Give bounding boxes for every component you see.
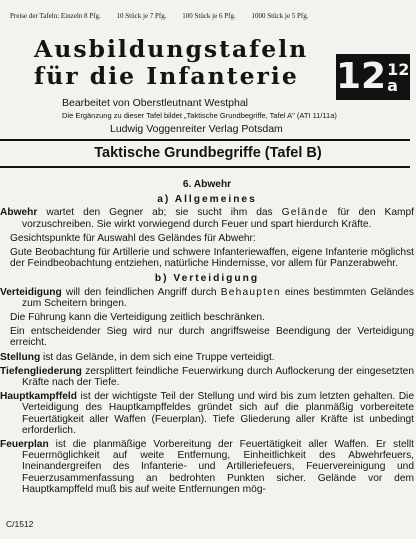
price-line — [10, 12, 414, 20]
price-single: Preise der Tafeln: Einzeln 8 Pfg. — [10, 12, 101, 20]
term-verteidigung: Verteidigung — [0, 286, 62, 298]
abwehr-spaced: Gelände — [281, 207, 329, 219]
subsection-a-title: a) Allgemeines — [157, 194, 257, 206]
vert-text-2: eines bestimmten Geländes zum Scheitern bringen. — [22, 286, 414, 309]
term-stellung: Stellung — [0, 351, 41, 363]
editor-line: Bearbeitet von Oberstleutnant Westphal — [62, 97, 249, 109]
stellung-paragraph — [0, 352, 414, 363]
bottom-rule — [0, 166, 410, 168]
price-100: 100 Stück je 6 Pfg. — [182, 12, 236, 20]
footer-code: C/1512 — [6, 519, 34, 529]
supplement-note: Die Ergänzung zu dieser Tafel bildet „Taktische Grundbegriffe, Tafel A" (ATI 11/11a) — [62, 111, 337, 120]
subsection-b-title: b) Verteidigung — [154, 273, 260, 285]
vert-text-1: will den feindlichen Angriff durch — [65, 286, 217, 298]
price-10: 10 Stück je 7 Pfg. — [116, 12, 167, 20]
series-number-badge — [336, 54, 410, 100]
verteidigung-paragraph — [0, 287, 414, 309]
price-1000: 1000 Stück je 5 Pfg. — [251, 12, 309, 20]
term-abwehr: Abwehr — [0, 207, 38, 219]
main-heading: Taktische Grundbegriffe (Tafel B) — [94, 145, 322, 161]
title-line-1: Ausbildungstafeln — [34, 35, 309, 63]
section-title: 6. Abwehr — [182, 179, 232, 190]
feuer-text: ist die planmäßige Vorbereitung der Feuertätigkeit aller Waffen. Er stellt Feuermöglichkeit auf weite Entfernung, Einheitlichkeit des Abwehrfeuers, Ineinandergreifen des Infanterie- und Artilleriefeuers, Feuervereinigung und Feuerzusammenfassung an bedrohten Punkten sicher. Gelände vor dem Hauptkampffeld muß bis auf weite Entfernungen mög- — [22, 439, 414, 495]
top-rule — [0, 139, 410, 141]
term-hauptkampffeld: Hauptkampffeld — [0, 391, 77, 403]
vert-zeitlich: Die Führung kann die Verteidigung zeitlich beschränken. — [10, 312, 265, 324]
title-line-2: für die Infanterie — [34, 62, 299, 90]
gute-beobachtung-paragraph: Gute Beobachtung für Artillerie und schwere Infanteriewaffen, eigene Infanterie möglichst der Feindbeobachtung entziehen, natürliche Hindernisse, vor allem für Panzerabwehr. — [10, 247, 414, 270]
badge-number: 12 — [336, 56, 387, 97]
term-tiefengliederung: Tiefengliederung — [0, 365, 82, 377]
feuerplan-paragraph — [0, 439, 414, 495]
badge-suffix: 12 a — [387, 60, 410, 95]
stellung-text: ist das Gelände, in dem sich eine Truppe verteidigt. — [43, 351, 275, 363]
vert-spaced: Behaupten — [220, 286, 281, 298]
abwehr-text-1: wartet den Gegner ab; sie sucht ihm das — [46, 207, 273, 219]
term-feuerplan: Feuerplan — [0, 439, 49, 451]
tiefengliederung-paragraph — [0, 366, 414, 388]
hauptkampffeld-paragraph — [0, 391, 414, 436]
abwehr-paragraph — [0, 207, 414, 229]
gesichtspunkte-line: Gesichtspunkte für Auswahl des Geländes für Abwehr: — [10, 232, 256, 244]
tiefen-text: zersplittert feindliche Feuerwirkung durch Auflockerung der eingesetzten Kräfte nach der Tiefe. — [22, 365, 414, 389]
document-body — [0, 171, 414, 498]
vert-sieg: Ein entscheidender Sieg wird nur durch angriffsweise Beendigung der Verteidigung erreicht. — [10, 326, 414, 349]
abwehr-text-2: für den Kampf vorzuschreiben. Sie wirkt vorwiegend durch Feuer und spart hierdurch Kräfte. — [22, 207, 414, 230]
publisher-line: Ludwig Voggenreiter Verlag Potsdam — [110, 123, 283, 135]
haupt-text: ist der wichtigste Teil der Stellung und wird bis zum letzten gehalten. Die Verteidigung des Hauptkampffeldes gründet sich auf die planmäßig vorbereitete Feuertätigkeit aller Waffen (Feuerplan). Tiefe Gliederung aller Kräfte ist unbedingt erforderlich. — [22, 391, 414, 436]
